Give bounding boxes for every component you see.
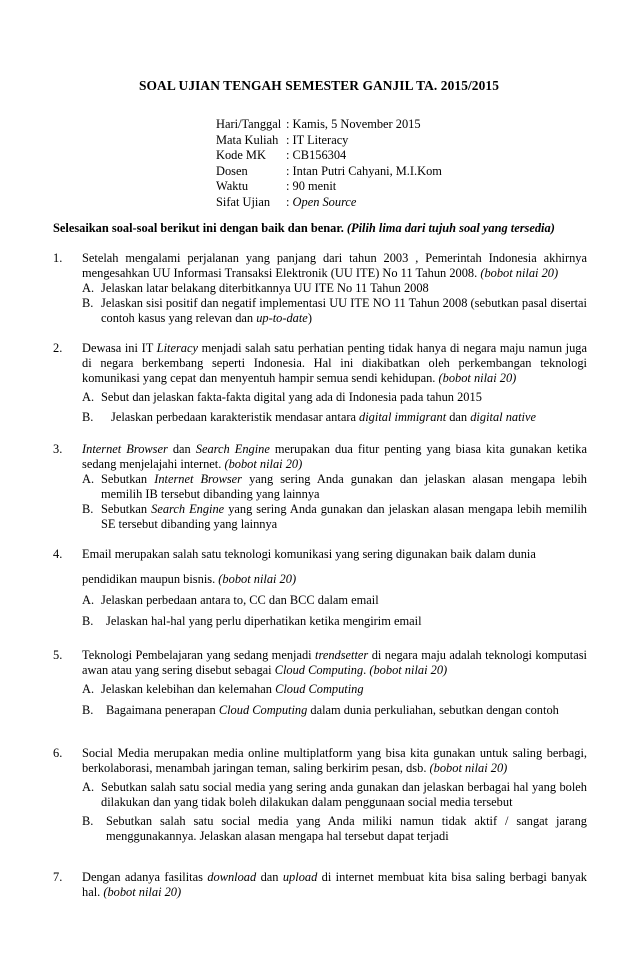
sub-question-italic: Internet Browser <box>154 472 243 486</box>
question-text: di negara maju adalah teknologi komputasi awan atau yang sering disebut sebagai <box>82 648 588 677</box>
question-text: Email merupakan salah satu teknologi komunikasi yang sering digunakan baik dalam dunia <box>82 547 536 561</box>
info-label: Mata Kuliah <box>216 132 279 147</box>
sub-question-italic: Cloud Computing <box>275 682 364 696</box>
sub-question-b <box>82 502 587 532</box>
sub-letter: B. <box>82 296 94 310</box>
info-value <box>286 195 356 211</box>
sub-question-a <box>82 682 587 697</box>
info-row-code <box>216 148 442 164</box>
question-italic: download <box>207 870 257 884</box>
sub-question-text: Jelaskan sisi positif dan negatif implementasi UU ITE NO 11 Tahun 2008 (sebutkan pasal disertai contoh kasus yang relevan dan <box>101 296 587 325</box>
question-text: . <box>363 663 370 677</box>
info-row-exam-type <box>216 195 442 211</box>
sub-letter: A. <box>82 390 95 404</box>
question-text: menjadi salah satu perhatian penting tidak hanya di negara maju namun juga di negara berkembang seperti Indonesia. Hal ini diakibatkan oleh perkembangan teknologi komunikasi yang cepat dan menyentuh hampir semua sendi kehidupan. <box>82 341 588 385</box>
sub-question-text: Bagaimana penerapan <box>106 703 219 717</box>
question-6 <box>53 746 587 844</box>
sub-question-b <box>82 410 587 425</box>
question-text: Setelah mengalami perjalanan yang panjang dari tahun 2003 , Pemerintah Indonesia akhirnya mengesahkan UU Informasi Transaksi Elektronik (UU ITE) No 11 Tahun 2008. <box>82 251 587 280</box>
question-1 <box>53 251 587 326</box>
info-row-lecturer <box>216 164 442 180</box>
question-text: dan <box>167 442 196 456</box>
sub-question-text: dalam dunia perkuliahan, sebutkan dengan contoh <box>307 703 559 717</box>
question-4 <box>53 547 587 629</box>
question-italic: trendsetter <box>315 648 369 662</box>
question-3 <box>53 442 587 532</box>
question-weight: (bobot nilai 20) <box>369 663 448 677</box>
question-text: pendidikan maupun bisnis. <box>82 572 219 586</box>
sub-letter: B. <box>82 703 94 717</box>
question-italic: upload <box>282 870 318 884</box>
info-value: : 90 menit <box>286 179 337 194</box>
question-italic: Internet Browser <box>82 442 168 456</box>
sub-question-text: Jelaskan perbedaan karakteristik mendasar antara <box>111 410 360 424</box>
sub-letter: A. <box>82 472 95 486</box>
question-number: 4. <box>53 547 63 561</box>
info-value-prefix: : <box>286 194 293 209</box>
sub-question-a <box>82 780 587 810</box>
sub-question-text: dan <box>446 410 471 424</box>
question-italic: Cloud Computing <box>274 663 364 677</box>
question-italic: Search Engine <box>195 442 270 456</box>
sub-question-text: Sebut dan jelaskan fakta-fakta digital yang ada di Indonesia pada tahun 2015 <box>101 390 482 404</box>
question-italic: Literacy <box>156 341 198 355</box>
sub-question-text: Jelaskan perbedaan antara to, CC dan BCC dalam email <box>101 593 379 607</box>
sub-question-end: ) <box>307 311 312 325</box>
info-label: Hari/Tanggal <box>216 117 282 131</box>
sub-question-a <box>82 593 587 608</box>
instruction-main: Selesaikan soal-soal berikut ini dengan baik dan benar. <box>53 221 347 235</box>
question-text: merupakan dua fitur penting yang biasa kita gunakan ketika sedang menjelajahi internet. <box>82 442 587 471</box>
question-number: 5. <box>53 648 63 662</box>
sub-question-italic: Search Engine <box>151 502 225 516</box>
info-value: : CB156304 <box>286 148 347 163</box>
sub-question-text: Sebutkan salah satu social media yang sering anda gunakan dan jelaskan berbagai hal yang boleh dilakukan dan yang tidak boleh dilakukan dalam penggunaan social media tersebut <box>101 780 587 809</box>
sub-question-italic: Cloud Computing <box>218 703 308 717</box>
page-title: SOAL UJIAN TENGAH SEMESTER GANJIL TA. 2015/2015 <box>138 78 499 93</box>
question-text: di internet membuat kita bisa saling berbagi banyak hal. <box>82 870 587 899</box>
question-number: 1. <box>53 251 63 265</box>
info-row-course <box>216 133 442 149</box>
info-label: Waktu <box>216 179 249 194</box>
question-weight: (bobot nilai 20) <box>429 761 508 775</box>
sub-question-text: yang sering Anda gunakan dan jelaskan alasan mengapa lebih memilih SE tersebut dibanding yang lainnya <box>101 502 587 531</box>
question-weight: (bobot nilai 20) <box>480 266 559 280</box>
sub-question-italic: up-to-date <box>256 311 308 325</box>
sub-letter: A. <box>82 682 95 696</box>
question-7 <box>53 870 587 900</box>
instruction-italic: (Pilih lima dari tujuh soal yang tersedia) <box>346 221 555 235</box>
info-row-duration <box>216 179 442 195</box>
sub-question-text: Sebutkan salah satu social media yang Anda miliki namun tidak aktif / sangat jarang menggunakannya. Jelaskan alasan mengapa hal tersebut dapat terjadi <box>106 814 587 843</box>
sub-question-b <box>82 614 587 629</box>
sub-question-a <box>82 472 587 502</box>
sub-letter: B. <box>82 614 94 628</box>
info-value: : IT Literacy <box>286 132 349 147</box>
sub-question-a <box>82 390 587 405</box>
sub-letter: B. <box>82 814 94 828</box>
sub-question-b <box>82 703 587 718</box>
sub-question-italic: digital immigrant <box>359 410 447 424</box>
info-label: Dosen <box>216 163 248 178</box>
info-value-italic: Open Source <box>292 194 357 209</box>
question-number: 2. <box>53 341 63 355</box>
instruction <box>53 221 583 236</box>
sub-question-text: Jelaskan hal-hal yang perlu diperhatikan ketika mengirim email <box>106 614 422 628</box>
question-number: 3. <box>53 442 63 456</box>
question-2 <box>53 341 587 425</box>
sub-question-text: Jelaskan kelebihan dan kelemahan <box>101 682 276 696</box>
sub-question-text: Jelaskan latar belakang diterbitkannya UU ITE No 11 Tahun 2008 <box>101 281 429 295</box>
sub-letter: B. <box>82 410 94 424</box>
question-text: Teknologi Pembelajaran yang sedang menjadi <box>82 648 316 662</box>
sub-question-b <box>82 296 587 326</box>
question-5 <box>53 648 587 718</box>
sub-letter: A. <box>82 780 95 794</box>
sub-question-b <box>82 814 587 844</box>
sub-question-text: yang sering Anda gunakan dan jelaskan alasan mengapa lebih memilih IB tersebut dibanding yang lainnya <box>101 472 588 501</box>
question-weight: (bobot nilai 20) <box>224 457 303 471</box>
question-text: Dewasa ini IT <box>82 341 157 355</box>
info-row-date <box>216 117 442 133</box>
info-value: : Intan Putri Cahyani, M.I.Kom <box>286 163 442 178</box>
question-number: 6. <box>53 746 63 760</box>
sub-letter: B. <box>82 502 94 516</box>
sub-letter: A. <box>82 281 95 295</box>
info-value: : Kamis, 5 November 2015 <box>286 117 421 131</box>
sub-question-italic: digital native <box>470 410 536 424</box>
exam-info-table <box>216 117 442 211</box>
sub-letter: A. <box>82 593 95 607</box>
question-text: dan <box>256 870 283 884</box>
question-weight: (bobot nilai 20) <box>438 371 517 385</box>
question-text: Social Media merupakan media online multiplatform yang bisa kita gunakan untuk saling berbagi, berkolaborasi, menambah jaringan teman, saling berkirim pesan, dsb. <box>82 746 587 775</box>
sub-question-text: Sebutkan <box>101 502 152 516</box>
question-weight: (bobot nilai 20) <box>218 572 297 586</box>
info-label: Sifat Ujian <box>216 194 271 209</box>
question-weight: (bobot nilai 20) <box>103 885 182 899</box>
sub-question-text: Sebutkan <box>101 472 155 486</box>
sub-question-a <box>82 281 587 296</box>
question-text: Dengan adanya fasilitas <box>82 870 208 884</box>
info-label: Kode MK <box>216 148 266 163</box>
question-number: 7. <box>53 870 63 884</box>
